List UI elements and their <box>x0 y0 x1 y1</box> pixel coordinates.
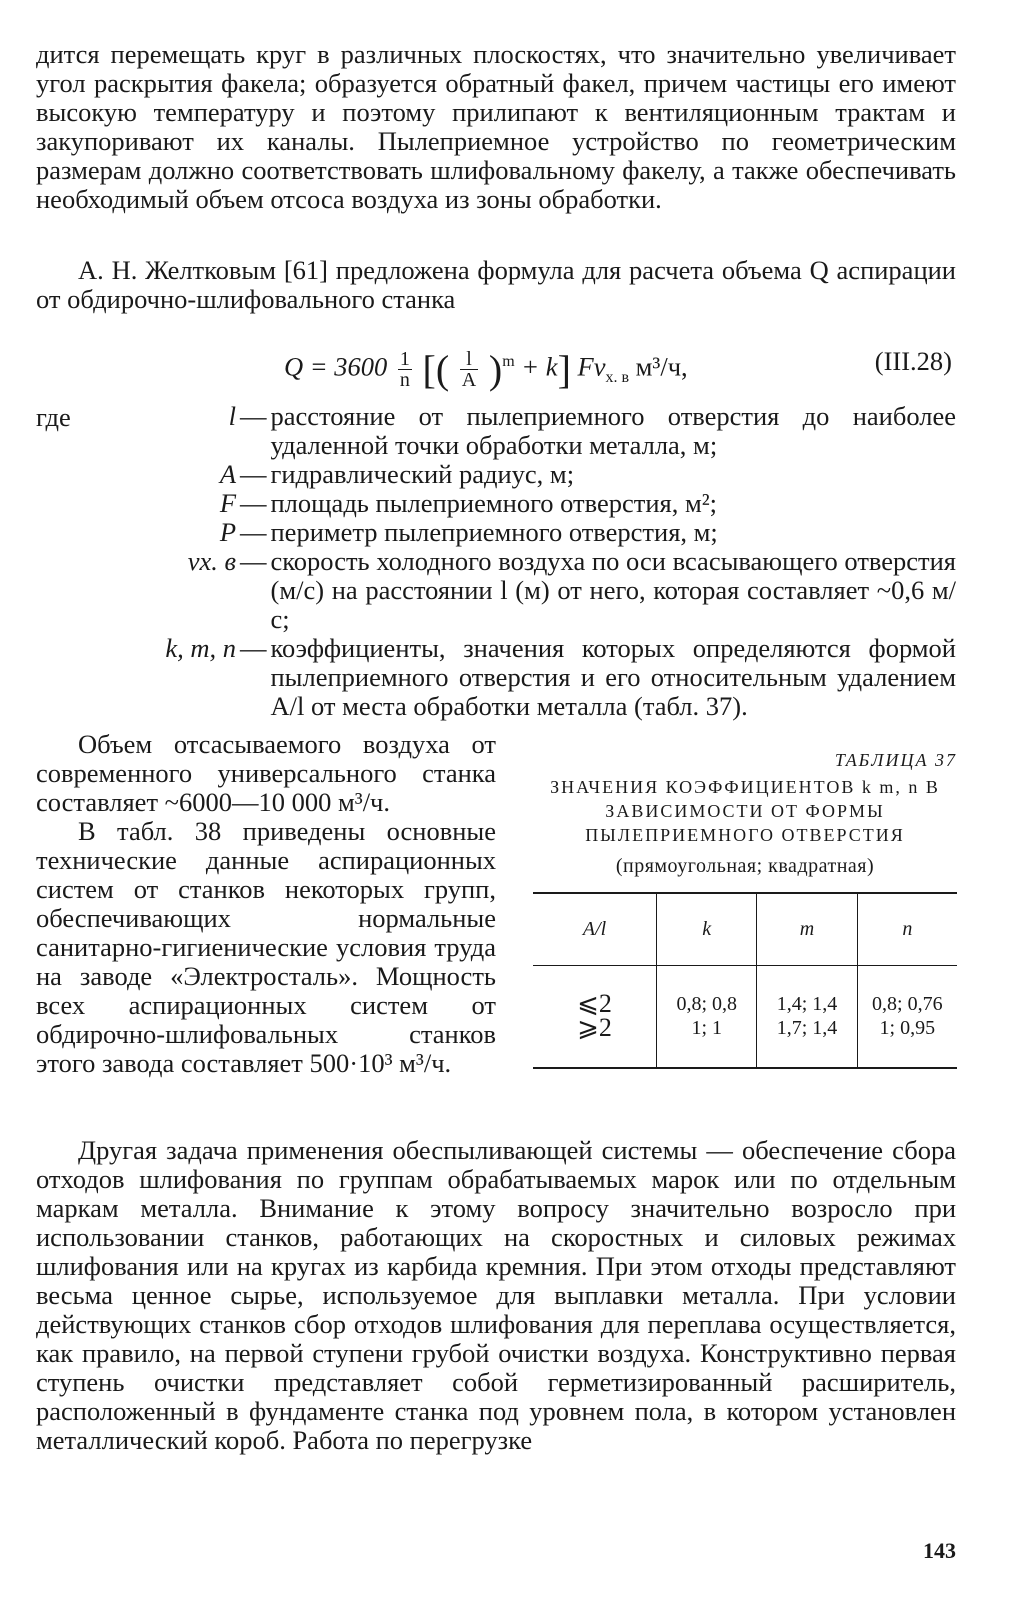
left-column-text <box>36 730 496 1078</box>
formula-plus-k: + k <box>521 351 558 382</box>
formula-III-28 <box>36 338 956 398</box>
paragraph-table-38: В табл. 38 приведены основные технические данные аспирационных систем от станков некоторых групп, обеспечивающих нормальные санитарно-гигиенические условия труда на заводе «Электросталь». Мощность всех аспирационных систем от обдирочно-шлифовальных станков этого завода составляет 500·10³ м³/ч. <box>36 816 496 1078</box>
formula-unit: м³/ч, <box>635 351 688 382</box>
formula-number: (III.28) <box>874 346 952 376</box>
table-cell: 0,8; 0,8 1; 1 <box>657 965 757 1068</box>
where-word: где <box>36 402 71 432</box>
formula-fv-subscript: х. в <box>605 368 630 386</box>
table-37 <box>533 750 957 1069</box>
formula-fv: Fv <box>577 351 606 382</box>
definition-item: F — площадь пылеприемного отверстия, м²; <box>219 488 718 518</box>
paragraph-air-volume: Объем отсасываемого воздуха от современного универсального станка составляет ~6000—10 000 м³/ч. <box>36 729 496 817</box>
column-header: k <box>657 893 757 965</box>
table-cell: ⩽2 ⩾2 <box>577 989 612 1043</box>
formula-expression: Q = 3600 $\frac{1}{n}$ [( $\frac{l}{A}$ )$^m$ + k] $Fv_{х. в}$ м³/ч, <box>284 347 688 392</box>
page-number: 143 <box>923 1538 956 1563</box>
definition-item: P — периметр пылеприемного отверстия, м; <box>219 517 718 547</box>
coefficients-table <box>533 892 957 1069</box>
definition-item: l — расстояние от пылеприемного отверстия до наиболее удаленной точки обработки металла, м; <box>228 401 956 460</box>
paragraph-intro: дится перемещать круг в различных плоскостях, что значительно увеличивает угол раскрытия факела; образуется обратный факел, причем частицы его имеют высокую температуру и поэтому прилипают к вентиляционным трактам и закупоривают их каналы. Пылеприемное устройство по геометрическим размерам должно соответствовать шлифовальному факелу, а также обеспечивать необходимый объем отсоса воздуха из зоны обработки. <box>36 39 956 214</box>
column-header: A/l <box>582 917 607 940</box>
fraction-l-over-A: $\frac{l}{A}$ <box>461 348 477 391</box>
table-header-row <box>533 893 957 965</box>
table-row <box>533 965 957 1068</box>
paragraph-formula-intro: А. Н. Желтковым [61] предложена формула для расчета объема Q аспирации от обдирочно-шлифовального станка <box>36 255 956 314</box>
table-label: ТАБЛИЦА 37 <box>834 750 957 770</box>
definition-item: A — гидравлический радиус, м; <box>219 459 575 489</box>
column-header: n <box>857 893 957 965</box>
paragraph-waste-collection: Другая задача применения обеспыливающей системы — обеспечение сбора отходов шлифования по группам обрабатываемых марок или по отдельным маркам металла. Внимание к этому вопросу значительно возросло при использовании станков, работающих на скоростных и силовых режимах шлифования или на кругах из карбида кремния. При этом отходы представляют весьма ценное сырье, используемое для выплавки металла. При условии действующих станков сбор отходов шлифования для переплава осуществляется, как правило, на первой ступени грубой очистки воздуха. Конструктивно первая ступень очистки представляет собой герметизированный расширитель, расположенный в фундаменте станка под уровнем пола, в котором установлен металлический короб. Работа по перегрузке <box>36 1135 956 1455</box>
definition-item: vх. в — скорость холодного воздуха по оси всасывающего отверстия (м/с) на расстоянии l (м) от него, которая составляет ~0,6 м/с; <box>187 546 956 634</box>
formula-lhs: Q = 3600 <box>284 351 388 382</box>
fraction-1-over-n: $\frac{1}{n}$ <box>399 348 410 391</box>
definitions-list <box>60 402 956 721</box>
table-cell: 1,4; 1,4 1,7; 1,4 <box>757 965 857 1068</box>
column-header: m <box>757 893 857 965</box>
table-subtitle: (прямоугольная; квадратная) <box>615 855 875 877</box>
table-title: ЗНАЧЕНИЯ КОЭФФИЦИЕНТОВ k m, n В ЗАВИСИМОСТИ ОТ ФОРМЫ ПЫЛЕПРИЕМНОГО ОТВЕРСТИЯ <box>550 777 940 845</box>
table-cell: 0,8; 0,76 1; 0,95 <box>857 965 957 1068</box>
formula-exponent: m <box>502 352 515 370</box>
definition-item: k, m, n — коэффициенты, значения которых определяются формой пылеприемного отверстия и его относительным удалением A/l от места обработки металла (табл. 37). <box>165 633 956 721</box>
